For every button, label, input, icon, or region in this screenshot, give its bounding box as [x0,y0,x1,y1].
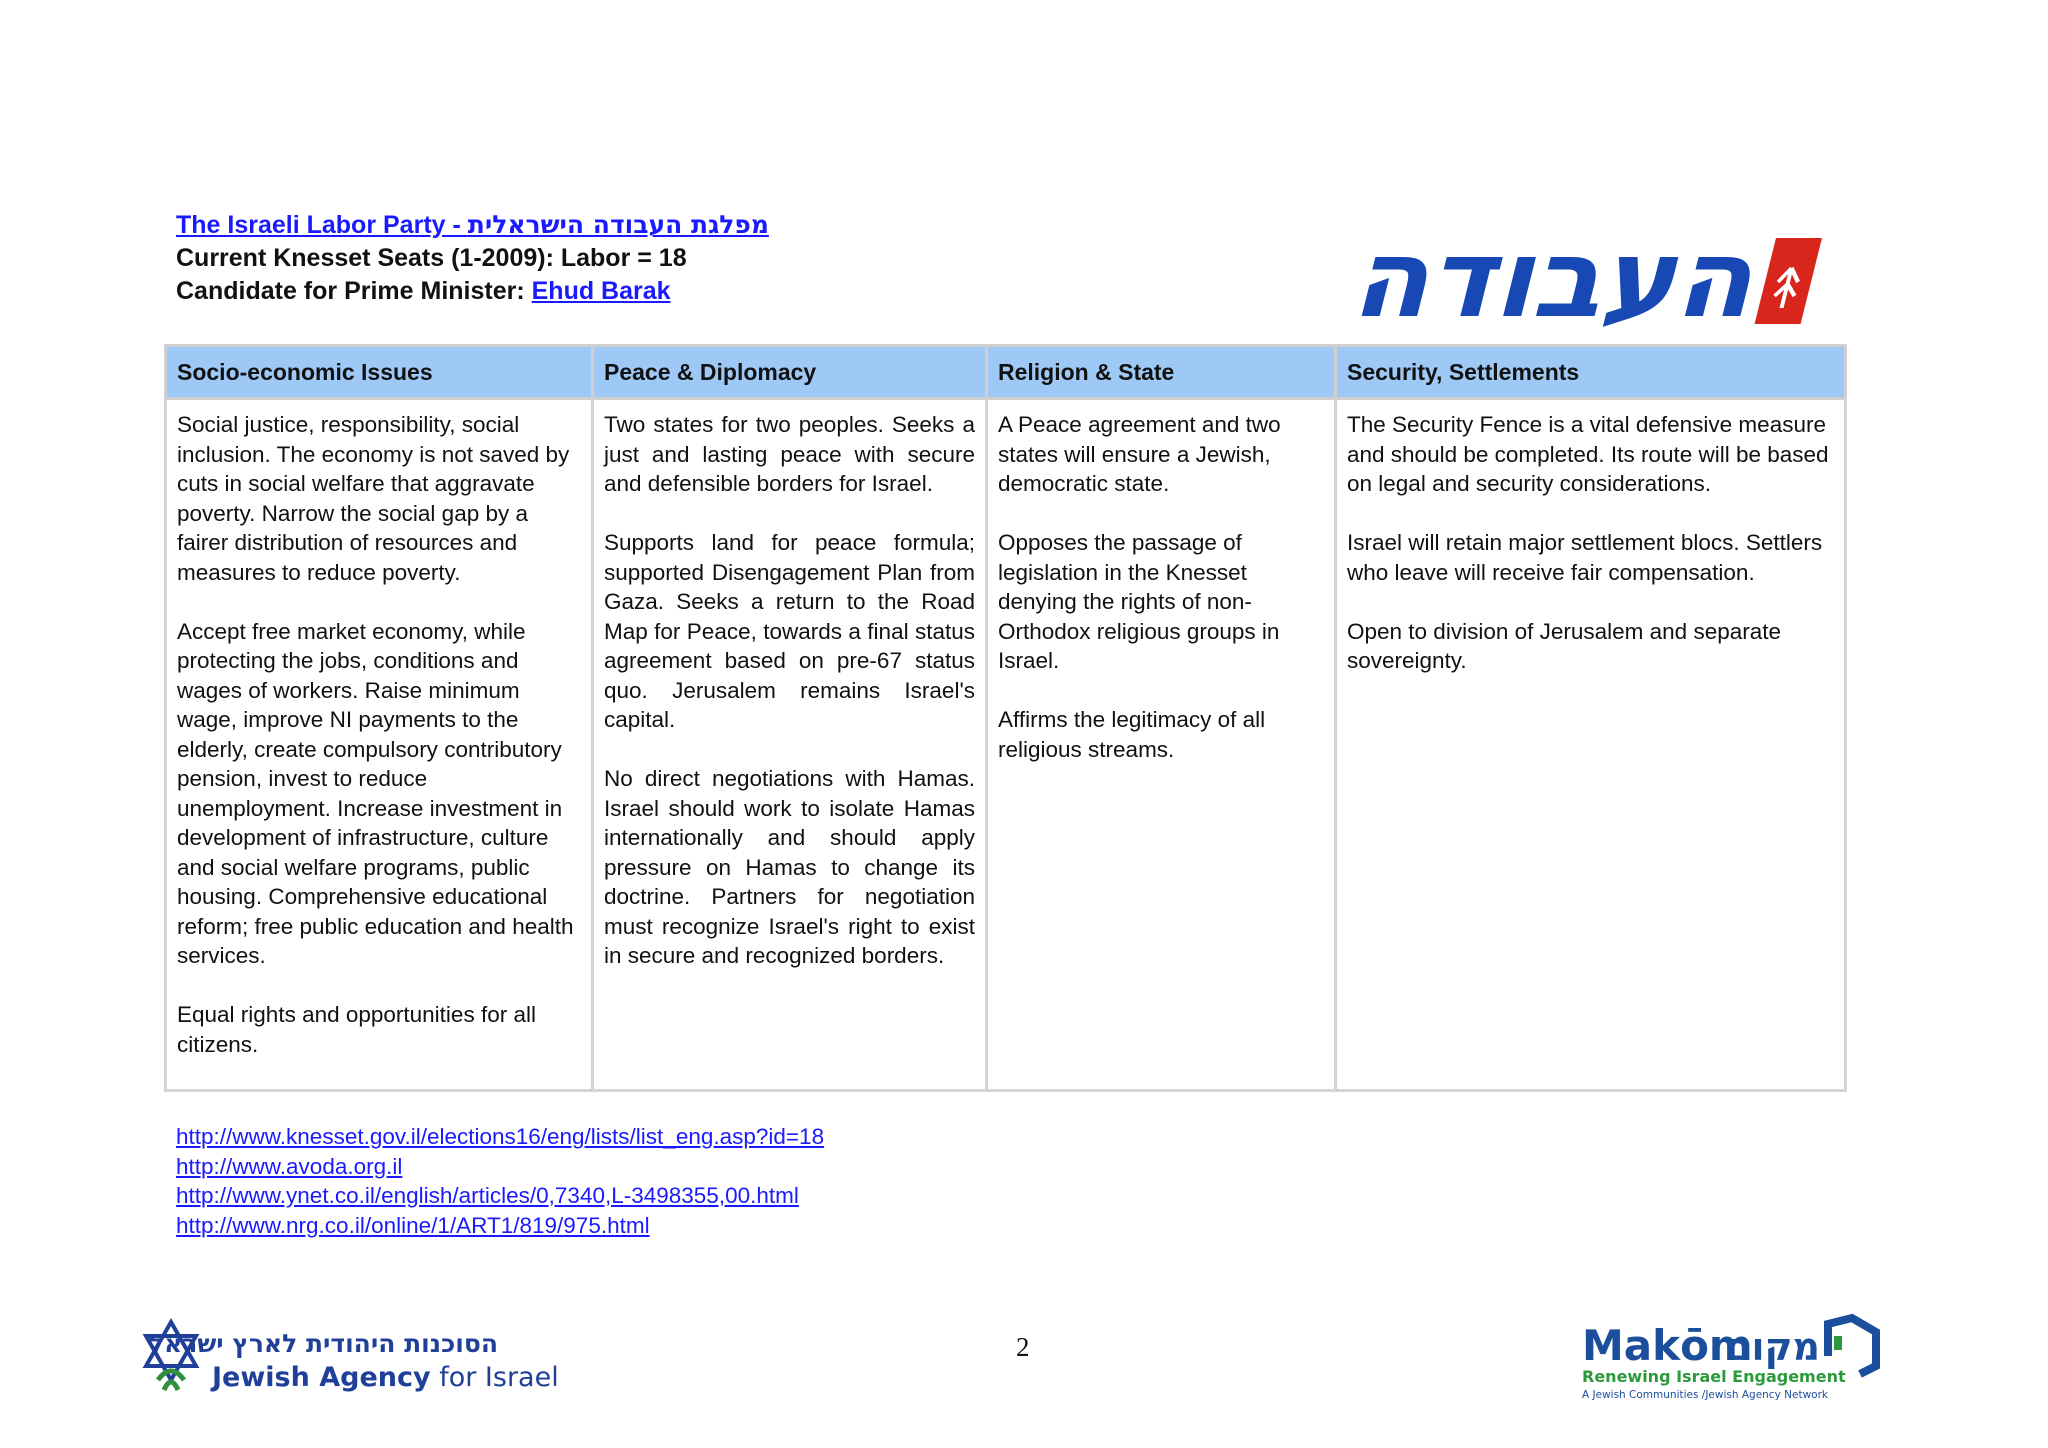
makom-house-icon [1828,1318,1876,1374]
makom-tagline: Renewing Israel Engagement [1582,1367,1846,1386]
labor-party-logo [1344,215,1840,342]
candidate-line [176,275,769,308]
link-knesset[interactable]: http://www.knesset.gov.il/elections16/eng/lists/list_eng.asp?id=18 [176,1124,825,1149]
page-number: 2 [1016,1332,1030,1362]
jafi-english-rest: for Israel [430,1362,559,1393]
paragraph: The Security Fence is a vital defensive measure and should be completed. Its route will be based on legal and security considerations. [1347,412,1829,496]
paragraph: Supports land for peace formula; supported Disengagement Plan from Gaza. Seeks a return to the Road Map for Peace, towards a final status agreement based on pre-67 status quo. Jerusalem remains Israel's capital. [604,530,975,732]
source-links [176,1122,824,1240]
column-header-security-settlements: Security, Settlements [1336,346,1846,399]
link-avoda[interactable]: http://www.avoda.org.il [176,1153,403,1179]
paragraph: Equal rights and opportunities for all citizens. [177,1002,536,1057]
makom-subtagline: A Jewish Communities /Jewish Agency Network [1582,1389,1828,1401]
labor-logo-text: העבודה [1344,215,1763,342]
candidate-link[interactable]: Ehud Barak [531,277,671,305]
column-header-peace-diplomacy: Peace & Diplomacy [593,346,987,399]
knesset-seats: Current Knesset Seats (1-2009): Labor = 18 [176,244,687,272]
platform-table [164,344,1847,1092]
candidate-label: Candidate for Prime Minister: [176,277,532,305]
party-title-hebrew: מפלגת העבודה הישראלית [467,210,769,239]
makom-name: Makōm [1582,1321,1753,1370]
jewish-agency-logo [136,1318,559,1398]
paragraph: Social justice, responsibility, social inclusion. The economy is not saved by cuts in social welfare that aggravate poverty. Narrow the social gap by a fairer distribution of resources and measures to reduce poverty. [177,412,570,585]
jafi-hebrew-text: הסוכנות היהודית לארץ ישראל [148,1329,498,1358]
cell-religion-state [987,399,1336,1091]
paragraph: Two states for two peoples. Seeks a just and lasting peace with secure and defensible borders for Israel. [604,412,975,496]
paragraph: Open to division of Jerusalem and separate sovereignty. [1347,618,1782,673]
cell-peace-diplomacy [593,399,987,1091]
cell-socio-economic [166,399,593,1091]
paragraph: Accept free market economy, while protecting the jobs, conditions and wages of workers. Raise minimum wage, improve NI payments to the elderly, create compulsory contributory pension, invest to reduce unemployment. Increase investment in development of infrastructure, culture and social welfare programs, public housing. Comprehensive educational reform; free public education and health services. [177,618,574,968]
svg-text:Jewish Agency for Israel [210,1362,559,1393]
paragraph: Opposes the passage of legislation in the Knesset denying the rights of non-Orthodox religious groups in Israel. [998,530,1280,673]
paragraph: No direct negotiations with Hamas. Israel should work to isolate Hamas internationally and should apply pressure on Hamas to change its doctrine. Partners for negotiation must recognize Israel's right to exist in secure and recognized borders. [604,766,975,968]
party-title-link[interactable] [176,208,769,242]
paragraph: Affirms the legitimacy of all religious streams. [998,707,1266,762]
table-row [166,399,1846,1091]
link-ynet[interactable]: http://www.ynet.co.il/english/articles/0,7340,L-3498355,00.html [176,1183,799,1208]
jafi-english-bold: Jewish Agency [212,1362,431,1393]
document-header [176,208,769,308]
cell-security-settlements [1336,399,1846,1091]
makom-hebrew: מקום [1725,1325,1820,1369]
party-title[interactable]: The Israeli Labor Party - מפלגת העבודה הישראלית [176,210,769,239]
makom-logo [1580,1316,1890,1406]
column-header-religion-state: Religion & State [987,346,1336,399]
column-header-socio-economic: Socio-economic Issues [166,346,593,399]
table-header-row [166,346,1846,399]
paragraph: Israel will retain major settlement blocs. Settlers who leave will receive fair compensation. [1347,530,1823,585]
link-nrg[interactable]: http://www.nrg.co.il/online/1/ART1/819/975.html [176,1212,650,1238]
paragraph: A Peace agreement and two states will ensure a Jewish, democratic state. [998,412,1281,496]
